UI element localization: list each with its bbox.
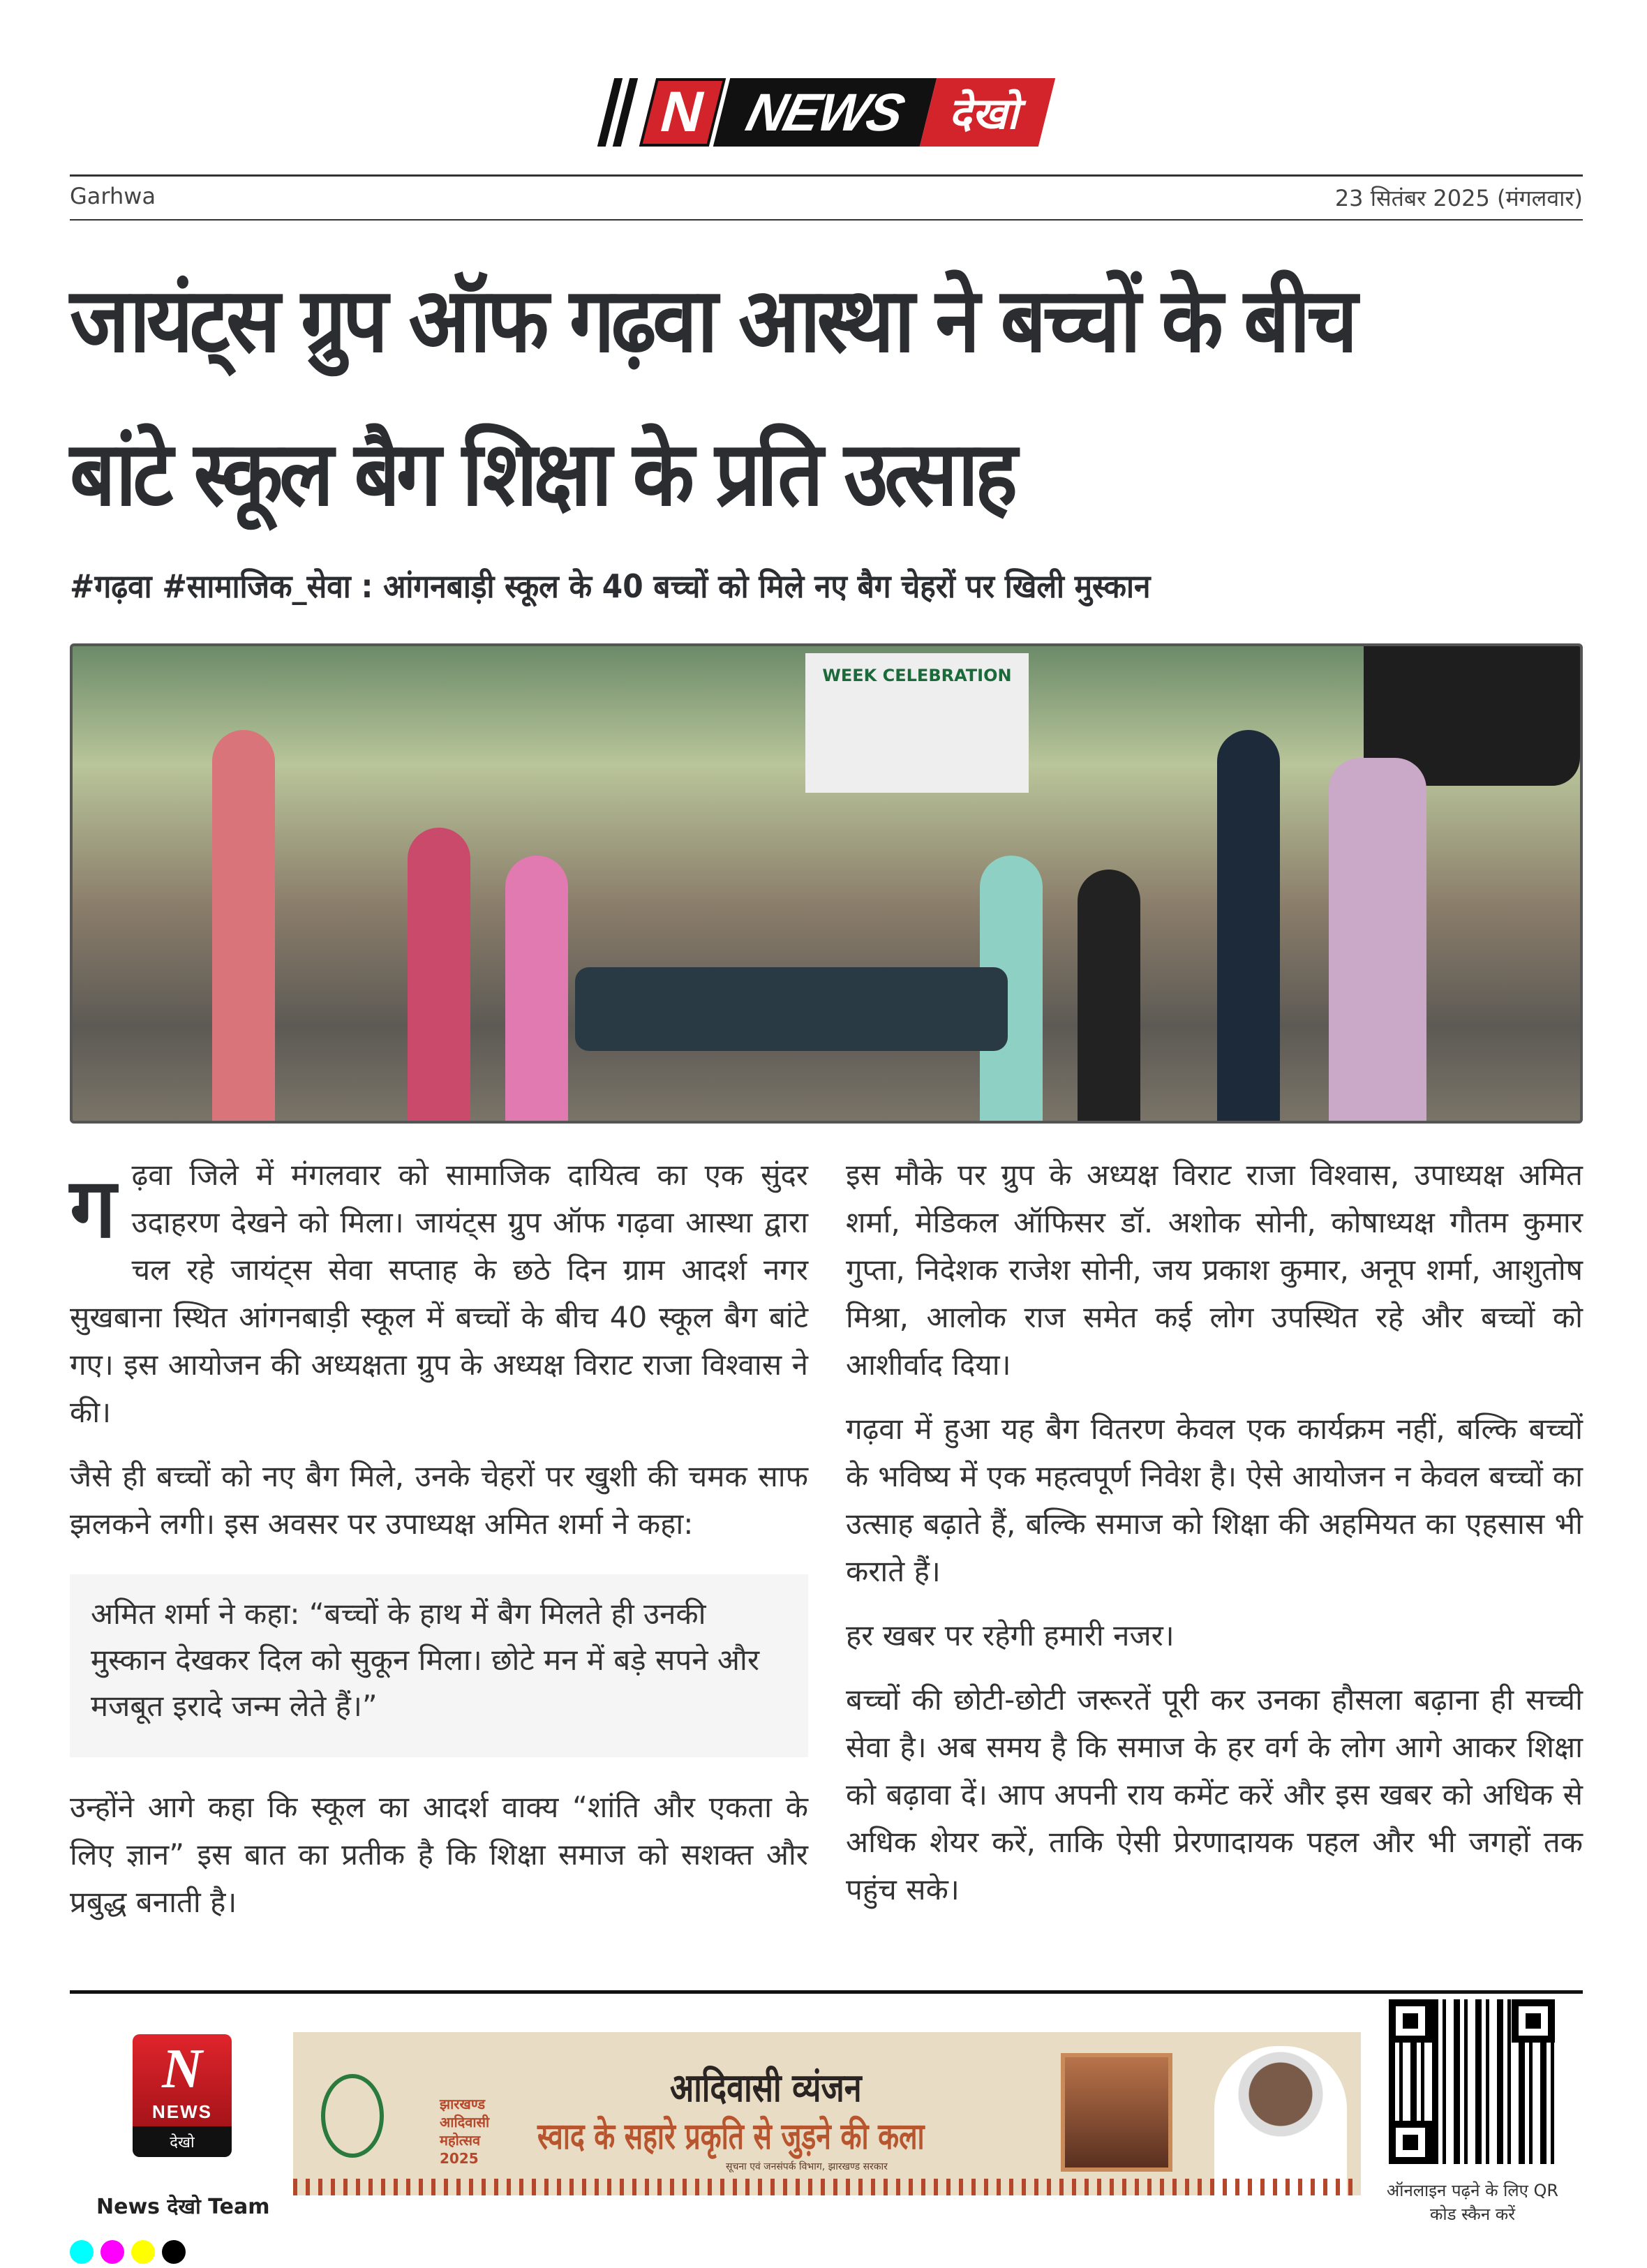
- footer-divider: [70, 1990, 1583, 1994]
- government-seal-icon: [321, 2074, 384, 2158]
- drop-cap: ग: [70, 1160, 117, 1256]
- photo-person: [505, 856, 568, 1121]
- blockquote: अमित शर्मा ने कहा: “बच्चों के हाथ में बैग मिलते ही उनकी मुस्कान देखकर दिल को सुकून मिला। छोटे मन में बड़े सपने और मजबूत इरादे जन्म लेते हैं।”: [70, 1574, 808, 1757]
- article-column-left: [70, 1151, 808, 1943]
- dateline: [70, 183, 1583, 213]
- article-column-right: [846, 1151, 1583, 1930]
- ad-title: आदिवासी व्यंजन: [670, 2066, 862, 2111]
- cmyk-marks: [70, 2240, 186, 2264]
- paragraph: इस मौके पर ग्रुप के अध्यक्ष विराट राजा विश्वास, उपाध्यक्ष अमित शर्मा, मेडिकल ऑफिसर डॉ. अशोक सोनी, कोषाध्यक्ष गौतम कुमार गुप्ता, निदेशक राजेश सोनी, जय प्रकाश कुमार, अनूप शर्मा, आशुतोष मिश्रा, आलोक राज समेत कई लोग उपस्थित रहे और बच्चों को आशीर्वाद दिया।: [846, 1158, 1583, 1382]
- logo-letter: N: [639, 78, 726, 147]
- article-photo: [70, 643, 1583, 1124]
- logo-dekho: देखो: [920, 78, 1055, 147]
- qr-finder: [1389, 2121, 1432, 2164]
- team-credit: News देखो Team: [96, 2195, 270, 2219]
- paragraph: बच्चों की छोटी-छोटी जरूरतें पूरी कर उनका हौसला बढ़ाना ही सच्ची सेवा है। अब समय है कि समाज के हर वर्ग के लोग आगे आकर शिक्षा को बढ़ावा दें। आप अपनी राय कमेंट करें और इस खबर को अधिक से अधिक शेयर करें, ताकि ऐसी प्रेरणादायक पहल और भी जगहों तक पहुंच सके।: [846, 1683, 1583, 1907]
- photo-banner: WEEK CELEBRATION: [805, 653, 1029, 793]
- date: 23 सितंबर 2025 (मंगलवार): [1334, 185, 1583, 211]
- cyan-dot: [70, 2240, 94, 2264]
- paragraph: हर खबर पर रहेगी हमारी नजर।: [846, 1618, 1175, 1652]
- paragraph-text: ढ़वा जिले में मंगलवार को सामाजिक दायित्व का एक सुंदर उदाहरण देखने को मिला। जायंट्स ग्रुप ऑफ गढ़वा आस्था द्वारा चल रहे जायंट्स सेवा सप्ताह के छठे दिन ग्राम आदर्श नगर सुखबाना स्थित आंगनबाड़ी स्कूल में बच्चों के बीच 40 स्कूल बैग बांटे गए। इस आयोजन की अध्यक्षता ग्रुप के अध्यक्ष विराट राजा विश्वास ने की।: [70, 1158, 808, 1429]
- paragraph: [70, 1151, 808, 1436]
- yellow-dot: [131, 2240, 155, 2264]
- photo-person: [408, 828, 470, 1121]
- ad-festival: झारखण्ड आदिवासी महोत्सव 2025: [440, 2096, 490, 2167]
- magenta-dot: [100, 2240, 124, 2264]
- news-dekho-logo[interactable]: [597, 78, 1055, 147]
- paragraph: उन्होंने आगे कहा कि स्कूल का आदर्श वाक्य “शांति और एकता के लिए ज्ञान” इस बात का प्रतीक है कि शिक्षा समाज को सशक्त और प्रबुद्ध बनाती है।: [70, 1790, 808, 1919]
- photo-person: [212, 730, 275, 1121]
- location: Garhwa: [70, 183, 156, 209]
- subheadline: #गढ़वा #सामाजिक_सेवा : आंगनबाड़ी स्कूल के 40 बच्चों को मिले नए बैग चेहरों पर खिली मुस्कान: [70, 567, 1151, 605]
- footer-logo-dekho: देखो: [133, 2126, 232, 2157]
- ad-tagline: स्वाद के सहारे प्रकृति से जुड़ने की कला: [537, 2116, 925, 2158]
- ad-food-image: [1061, 2053, 1172, 2172]
- qr-finder: [1389, 1999, 1432, 2043]
- headline: जायंट्स ग्रुप ऑफ गढ़वा आस्था ने बच्चों के बीच बांटे स्कूल बैग शिक्षा के प्रति उत्साह: [70, 269, 1355, 527]
- dateline-divider: [70, 219, 1583, 221]
- photo-person: [1329, 758, 1426, 1121]
- top-divider: [70, 174, 1583, 177]
- paragraph: जैसे ही बच्चों को नए बैग मिले, उनके चेहरों पर खुशी की चमक साफ झलकने लगी। इस अवसर पर उपाध्यक्ष अमित शर्मा ने कहा:: [70, 1459, 808, 1541]
- advertisement-banner[interactable]: [293, 2032, 1361, 2195]
- qr-finder: [1512, 1999, 1555, 2043]
- photo-bags: [575, 967, 1008, 1051]
- photo-person: [1217, 730, 1280, 1121]
- paragraph: गढ़वा में हुआ यह बैग वितरण केवल एक कार्यक्रम नहीं, बल्कि बच्चों के भविष्य में एक महत्वपूर्ण निवेश है। ऐसे आयोजन न केवल बच्चों का उत्साह बढ़ाते हैं, बल्कि समाज को शिक्षा की अहमियत का एहसास भी कराते हैं।: [846, 1412, 1583, 1588]
- footer-logo-news: NEWS: [152, 2101, 212, 2122]
- qr-caption: ऑनलाइन पढ़ने के लिए QR कोड स्कैन करें: [1386, 2181, 1559, 2224]
- ad-portrait: [1214, 2046, 1347, 2195]
- footer-logo[interactable]: [133, 2034, 232, 2157]
- logo-news: NEWS: [713, 78, 937, 147]
- black-dot: [162, 2240, 186, 2264]
- qr-code[interactable]: [1389, 1999, 1555, 2164]
- ad-credit: सूचना एवं जनसंपर्क विभाग, झारखण्ड सरकार: [726, 2161, 888, 2172]
- ad-border-pattern: [293, 2179, 1361, 2195]
- footer-logo-mark: [133, 2034, 232, 2126]
- photo-person: [1078, 870, 1140, 1121]
- footer-logo-letter: N: [162, 2038, 202, 2100]
